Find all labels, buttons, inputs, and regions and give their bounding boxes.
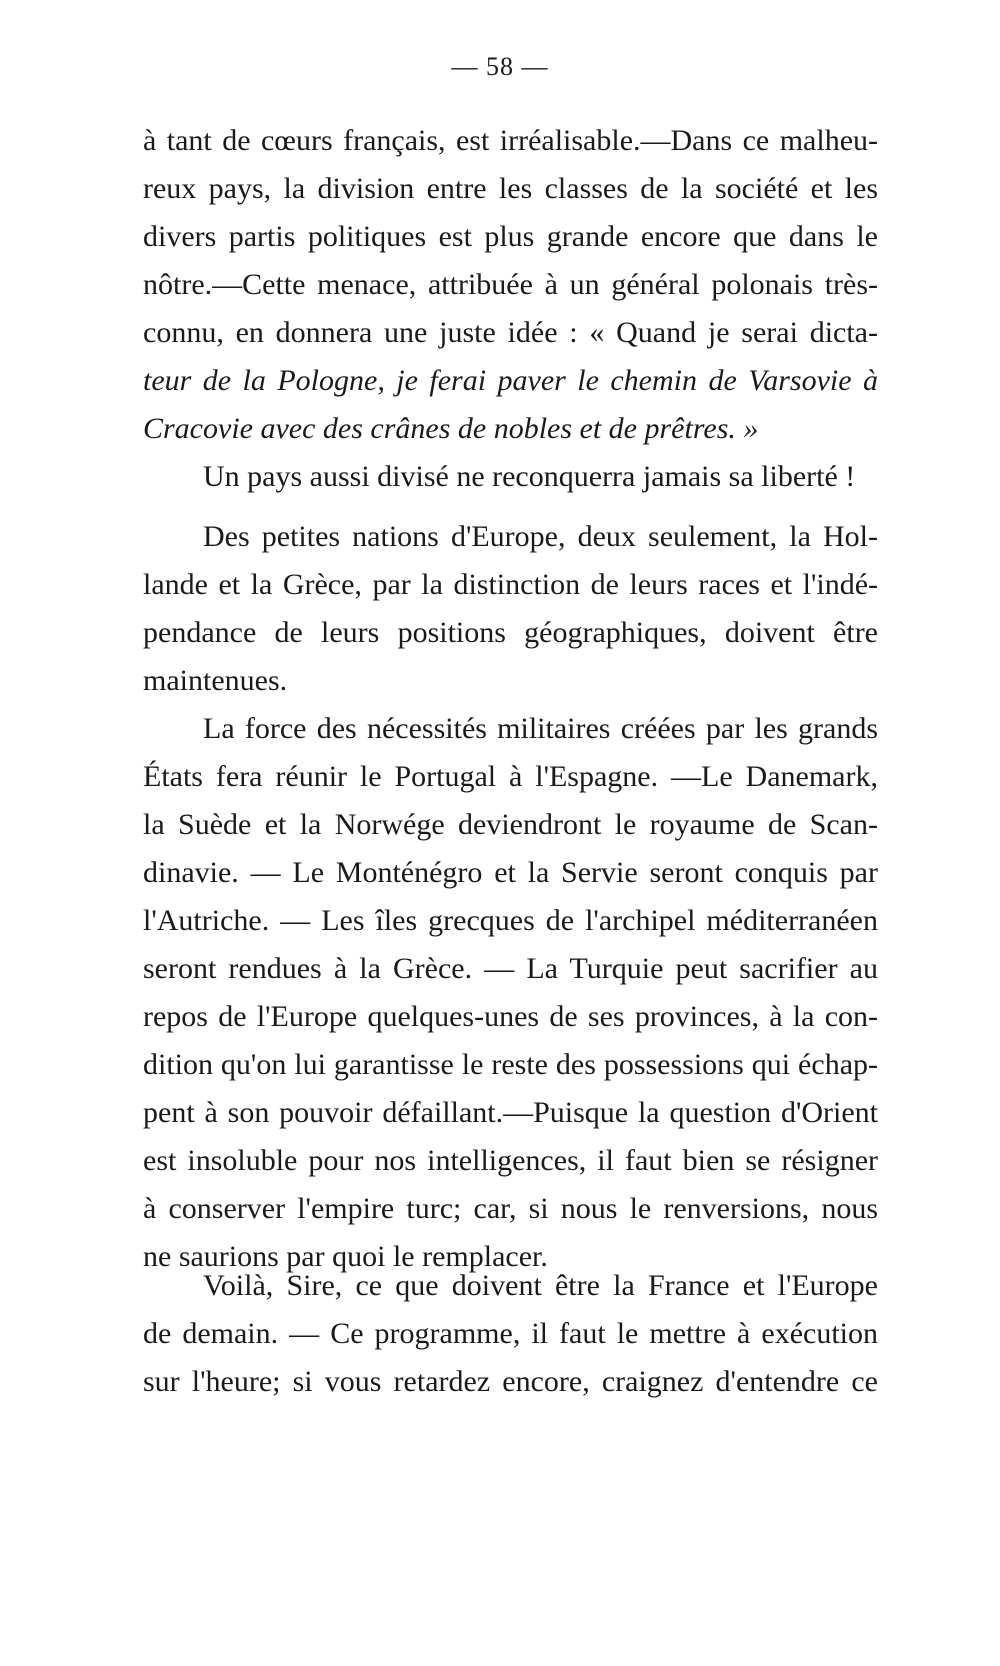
text-line: Un pays aussi divisé ne reconquerra jamais sa liberté ! <box>203 460 856 493</box>
quote-line: teur de la Pologne, je ferai paver le chemin de Varsovie à <box>143 364 878 397</box>
text-line: dinavie. — Le Monténégro et la Servie seront conquis par <box>143 856 878 889</box>
text-line: lande et la Grèce, par la distinction de leurs races et l'indé- <box>143 568 878 601</box>
text-line: seront rendues à la Grèce. — La Turquie peut sacrifier au <box>143 952 878 985</box>
quote-line: Cracovie avec des crânes de nobles et de prêtres. » <box>143 412 759 445</box>
text-line: pent à son pouvoir défaillant.—Puisque la question d'Orient <box>143 1096 878 1129</box>
text-line: sur l'heure; si vous retardez encore, craignez d'entendre ce <box>143 1365 878 1398</box>
text-line: de demain. — Ce programme, il faut le mettre à exécution <box>143 1317 878 1350</box>
paragraph-3 <box>143 1262 878 1406</box>
text-line: maintenues. <box>143 664 288 697</box>
text-line: reux pays, la division entre les classes de la société et les <box>143 172 878 205</box>
text-line: nôtre.—Cette menace, attribuée à un général polonais très- <box>143 268 878 301</box>
paragraph-2 <box>143 513 878 1281</box>
text-line: est insoluble pour nos intelligences, il faut bien se résigner <box>143 1144 878 1177</box>
text-line: ne saurions par quoi le remplacer. <box>143 1240 548 1273</box>
text-line: États fera réunir le Portugal à l'Espagne. —Le Danemark, <box>143 760 878 793</box>
page-number: — 58 — <box>451 52 549 81</box>
text-line: repos de l'Europe quelques-unes de ses provinces, à la con- <box>143 1000 878 1033</box>
text-line: pendance de leurs positions géographiques, doivent être <box>143 616 878 649</box>
text-line: Des petites nations d'Europe, deux seulement, la Hol- <box>203 520 878 553</box>
text-line: divers partis politiques est plus grande encore que dans le <box>143 220 878 253</box>
text-line: l'Autriche. — Les îles grecques de l'archipel méditerranéen <box>143 904 878 937</box>
text-line: Voilà, Sire, ce que doivent être la France et l'Europe <box>203 1269 878 1302</box>
paragraph-1 <box>143 117 878 501</box>
text-line: la Suède et la Norwége deviendront le royaume de Scan- <box>143 808 878 841</box>
text-line: à conserver l'empire turc; car, si nous le renversions, nous <box>143 1192 878 1225</box>
text-line: à tant de cœurs français, est irréalisable.—Dans ce malheu- <box>143 124 878 157</box>
text-line: connu, en donnera une juste idée : « Quand je serai dicta- <box>143 316 878 349</box>
text-line: La force des nécessités militaires créées par les grands <box>203 712 878 745</box>
text-line: dition qu'on lui garantisse le reste des possessions qui échap- <box>143 1048 878 1081</box>
